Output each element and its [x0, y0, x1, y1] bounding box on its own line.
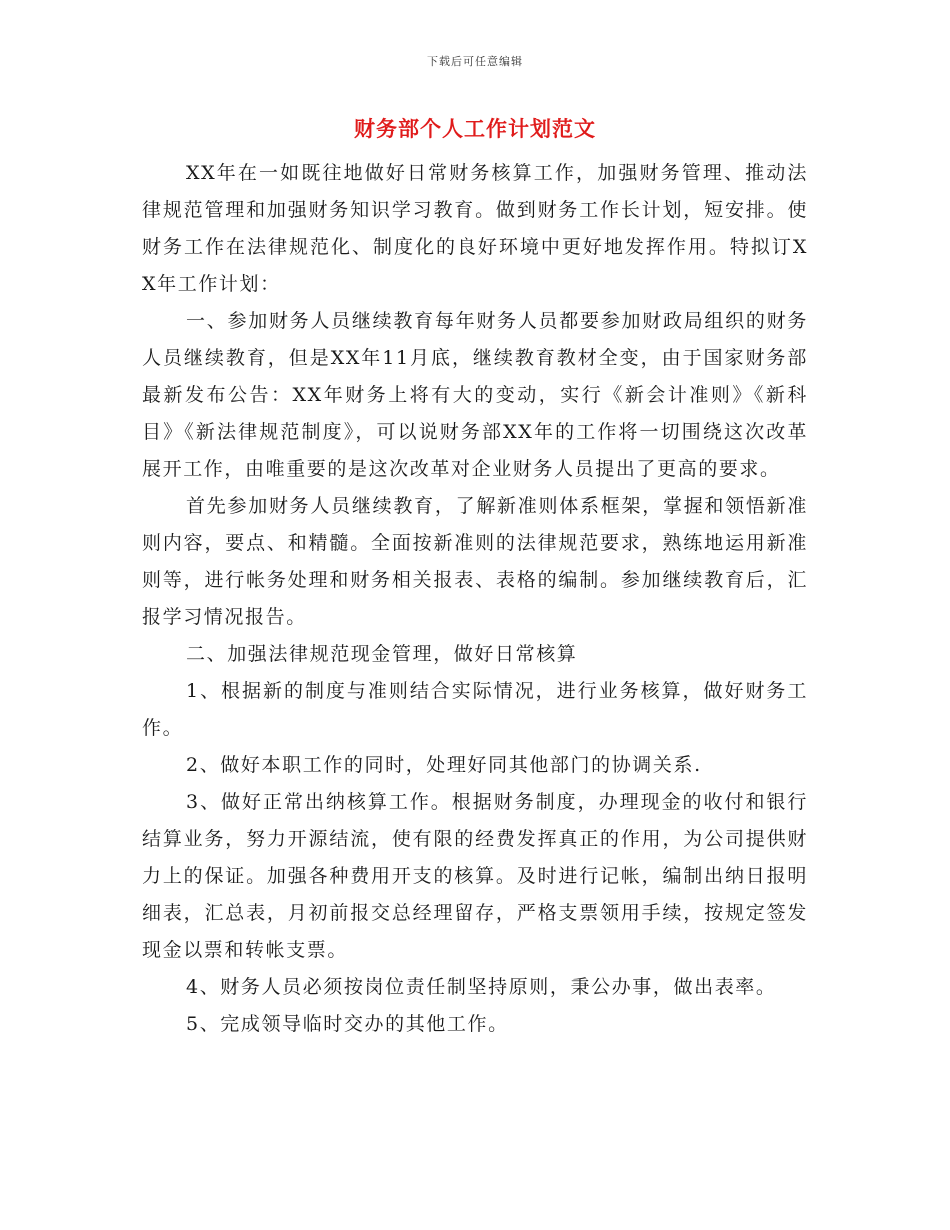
page-header-note: 下载后可任意编辑: [427, 55, 523, 68]
paragraph-item-3: 3、做好正常出纳核算工作。根据财务制度，办理现金的收付和银行结算业务，努力开源结流，使有限的经费发挥真正的作用，为公司提供财力上的保证。加强各种费用开支的核算。及时进行记帐，编制出纳日报明细表，汇总表，月初前报交总经理留存，严格支票领用手续，按规定签发现金以票和转帐支票。: [142, 791, 808, 961]
paragraph-item-4: 4、财务人员必须按岗位责任制坚持原则，秉公办事，做出表率。: [186, 976, 777, 998]
paragraph-item-1: 1、根据新的制度与准则结合实际情况，进行业务核算，做好财务工作。: [142, 680, 808, 739]
paragraph-intro: XX年在一如既往地做好日常财务核算工作，加强财务管理、推动法律规范管理和加强财务知识学习教育。做到财务工作长计划，短安排。使财务工作在法律规范化、制度化的良好环境中更好地发挥作用。特拟订XX年工作计划：: [142, 162, 808, 295]
paragraph-item-5: 5、完成领导临时交办的其他工作。: [186, 1013, 509, 1035]
document-body: [142, 155, 808, 1043]
paragraph-item-2: 2、做好本职工作的同时，处理好同其他部门的协调关系.: [186, 754, 702, 776]
paragraph-section-2-heading: 二、加强法律规范现金管理，做好日常核算: [186, 643, 578, 665]
paragraph-section-1: 一、参加财务人员继续教育每年财务人员都要参加财政局组织的财务人员继续教育，但是XX年11月底，继续教育教材全变，由于国家财务部最新发布公告：XX年财务上将有大的变动，实行《新会计准则》《新科目》《新法律规范制度》，可以说财务部XX年的工作将一切围绕这次改革展开工作，由唯重要的是这次改革对企业财务人员提出了更高的要求。: [142, 310, 808, 480]
paragraph-section-1-detail: 首先参加财务人员继续教育，了解新准则体系框架，掌握和领悟新准则内容，要点、和精髓。全面按新准则的法律规范要求，熟练地运用新准则等，进行帐务处理和财务相关报表、表格的编制。参加继续教育后，汇报学习情况报告。: [142, 495, 808, 628]
document-title: 财务部个人工作计划范文: [354, 116, 596, 141]
